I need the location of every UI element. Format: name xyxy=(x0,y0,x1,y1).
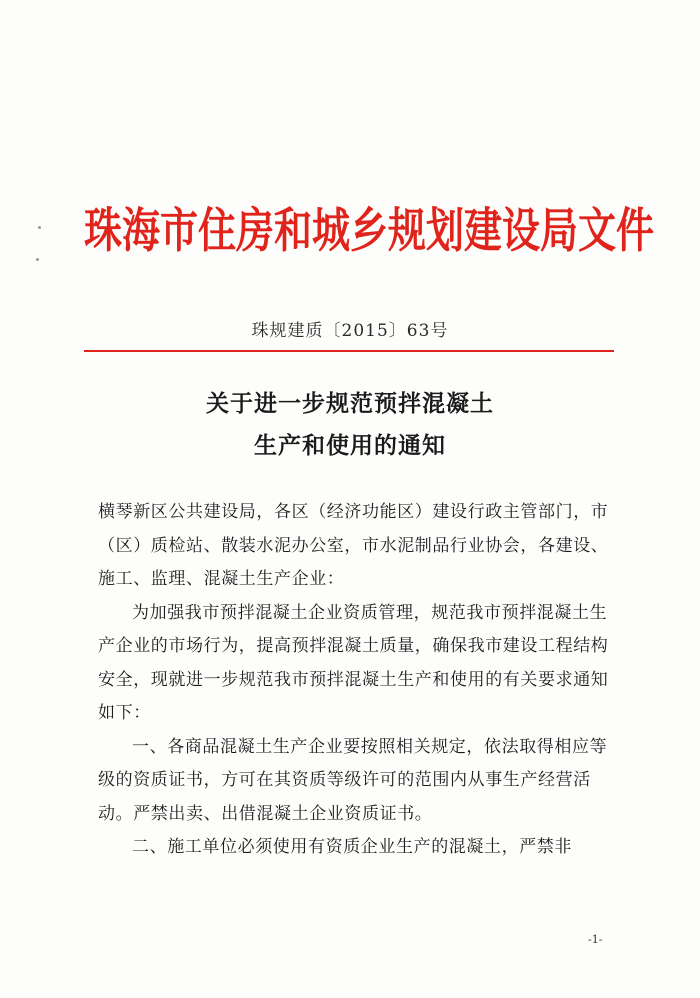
body-paragraph: 一、各商品混凝土生产企业要按照相关规定，依法取得相应等级的资质证书，方可在其资质等级许可的范围内从事生产经营活动。严禁出卖、出借混凝土企业资质证书。 xyxy=(98,736,608,824)
body-paragraph: 为加强我市预拌混凝土企业资质管理，规范我市预拌混凝土生产企业的市场行为，提高预拌混凝土质量，确保我市建设工程结构安全，现就进一步规范我市预拌混凝土生产和使用的有关要求通知如下： xyxy=(98,602,609,723)
document-number: 珠规建质〔2015〕63号 xyxy=(251,321,449,341)
scan-mark xyxy=(36,258,39,261)
document-title-line-1: 关于进一步规范预拌混凝土 xyxy=(206,390,494,417)
document-title xyxy=(0,383,700,467)
scan-mark xyxy=(38,226,41,229)
page-number: -1- xyxy=(588,933,603,946)
red-divider-line xyxy=(84,350,614,352)
document-body xyxy=(98,496,618,865)
agency-header-title: 珠海市住房和城乡规划建设局文件 xyxy=(84,202,655,259)
recipients-paragraph: 横琴新区公共建设局，各区（经济功能区）建设行政主管部门，市（区）质检站、散装水泥办公室，市水泥制品行业协会，各建设、施工、监理、混凝土生产企业： xyxy=(98,502,609,589)
body-paragraph: 二、施工单位必须使用有资质企业生产的混凝土，严禁非 xyxy=(132,837,572,857)
document-title-line-2: 生产和使用的通知 xyxy=(254,432,446,459)
